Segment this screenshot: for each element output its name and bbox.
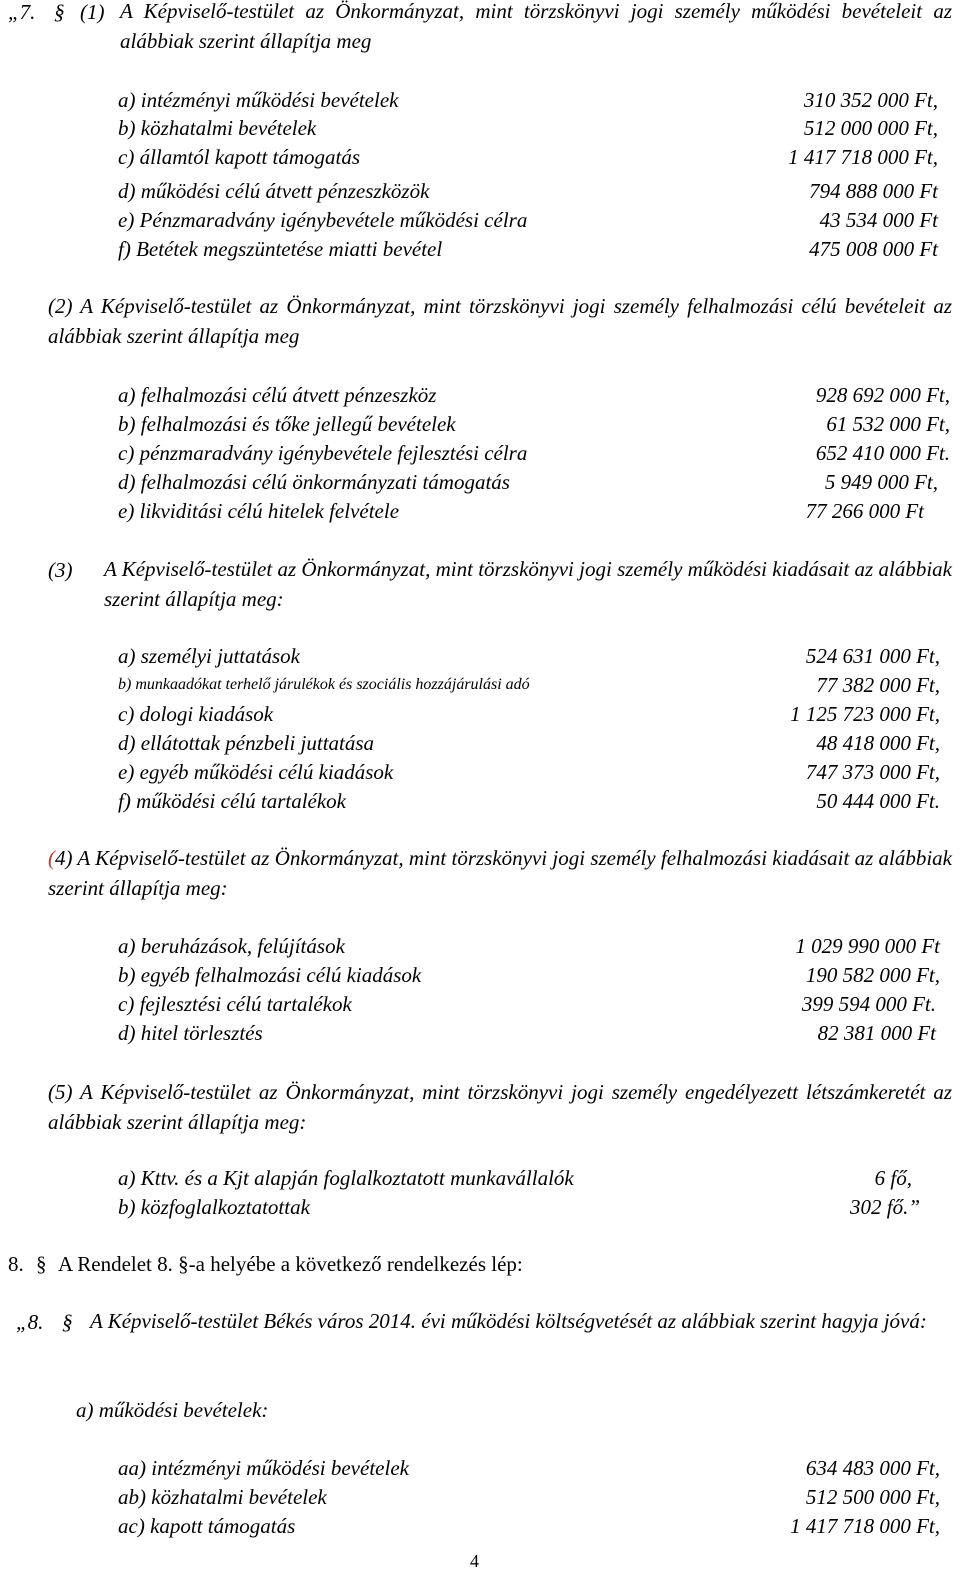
s1-item-f-amount: 475 008 000 Ft — [809, 237, 938, 261]
page-number: 4 — [470, 1551, 479, 1571]
new-section-8-sign: § — [62, 1310, 73, 1334]
subsection-4-open-paren: ( — [48, 846, 55, 870]
s3-item-d-amount: 48 418 000 Ft, — [816, 731, 940, 755]
s5-item-a-label: a) Kttv. és a Kjt alapján foglalkoztatott munkavállalók — [118, 1166, 574, 1190]
section-8-text-a: A Rendelet 8. — [58, 1252, 173, 1276]
s3-item-c-label: c) dologi kiadások — [118, 702, 274, 726]
s3-item-a-label: a) személyi juttatások — [118, 644, 300, 668]
section-8-number: 8. — [8, 1252, 24, 1276]
s8-item-ac-label: ac) kapott támogatás — [118, 1514, 296, 1538]
s3-item-e-amount: 747 373 000 Ft, — [805, 760, 940, 784]
new-section-8-text-span: A Képviselő-testület Békés város 2014. évi működési költségvetését az alábbiak szerint hagyja jóvá: — [90, 1309, 927, 1333]
s5-item-b-amount: 302 fő.” — [849, 1195, 920, 1219]
s4-item-b-amount: 190 582 000 Ft, — [805, 963, 940, 987]
s4-item-a-amount: 1 029 990 000 Ft — [795, 934, 940, 958]
s3-item-b-amount: 77 382 000 Ft, — [816, 673, 940, 697]
subsection-1-text: A Képviselő-testület az Önkormányzat, mint törzskönyvi jogi személy működési bevételeit az alábbiak szerint állapítja meg — [120, 0, 952, 53]
section-8-sign: § — [36, 1252, 47, 1276]
subsection-3-number: (3) — [48, 558, 73, 582]
s8-item-ab-label: ab) közhatalmi bevételek — [118, 1485, 327, 1509]
s1-item-b-label: b) közhatalmi bevételek — [118, 116, 317, 140]
s2-item-b-amount: 61 532 000 Ft, — [826, 412, 950, 436]
s8-item-ac-amount: 1 417 718 000 Ft, — [790, 1514, 940, 1538]
s1-item-a-label: a) intézményi működési bevételek — [118, 88, 399, 112]
s3-item-d-label: d) ellátottak pénzbeli juttatása — [118, 731, 375, 755]
subsection-3-text — [104, 554, 952, 614]
s4-item-c-amount: 399 594 000 Ft. — [801, 992, 936, 1016]
s3-item-f-label: f) működési célú tartalékok — [118, 789, 347, 813]
s2-item-e-amount: 77 266 000 Ft — [805, 499, 924, 523]
section-8-text — [58, 1254, 523, 1275]
subsection-1-number: (1) — [80, 0, 105, 24]
s1-item-f-label: f) Betétek megszüntetése miatti bevétel — [118, 237, 443, 261]
subsection-5-text — [48, 1077, 952, 1137]
s2-item-e-label: e) likviditási célú hitelek felvétele — [118, 499, 400, 523]
subsection-4-text — [48, 843, 952, 903]
new-section-8-text — [62, 1306, 952, 1336]
s1-item-e-amount: 43 534 000 Ft — [819, 208, 938, 232]
s5-item-b-label: b) közfoglalkoztatottak — [118, 1195, 310, 1219]
s1-item-d-amount: 794 888 000 Ft — [809, 179, 938, 203]
s3-item-b-label: b) munkaadókat terhelő járulékok és szociális hozzájárulási adó — [118, 676, 530, 693]
new-section-8-lead: „8. — [16, 1310, 44, 1334]
subsection-3-text-span: A Képviselő-testület az Önkormányzat, mint törzskönyvi jogi személy működési kiadásait az alábbiak szerint állapítja meg: — [104, 557, 952, 611]
s2-item-d-label: d) felhalmozási célú önkormányzati támogatás — [118, 470, 510, 494]
s1-item-b-amount: 512 000 000 Ft, — [803, 116, 938, 140]
s4-item-b-label: b) egyéb felhalmozási célú kiadások — [118, 963, 422, 987]
subsection-5-text-span: (5) A Képviselő-testület az Önkormányzat, mint törzskönyvi jogi személy engedélyezett létszámkeretét az alábbiak szerint állapítja meg: — [48, 1080, 952, 1134]
subsection-1-text-line1 — [120, 0, 952, 56]
s5-item-a-amount: 6 fő, — [874, 1166, 912, 1190]
section-8-text-b: -a helyébe a következő rendelkezés lép: — [188, 1252, 523, 1276]
subsection-2-text — [48, 291, 952, 351]
s1-item-d-label: d) működési célú átvett pénzeszközök — [118, 179, 430, 203]
s1-item-c-amount: 1 417 718 000 Ft, — [788, 145, 938, 169]
s2-item-b-label: b) felhalmozási és tőke jellegű bevételek — [118, 412, 456, 436]
s1-item-c-label: c) államtól kapott támogatás — [118, 145, 361, 169]
s2-item-d-amount: 5 949 000 Ft, — [824, 470, 938, 494]
section-8-sign-2: § — [178, 1252, 189, 1276]
s2-item-a-label: a) felhalmozási célú átvett pénzeszköz — [118, 383, 437, 407]
subsection-4-text-span: 4) A Képviselő-testület az Önkormányzat, mint törzskönyvi jogi személy felhalmozási kiadásait az alábbiak szerint állapítja meg: — [48, 846, 952, 900]
paragraph-sign-7: § — [54, 0, 65, 24]
s3-item-f-amount: 50 444 000 Ft. — [816, 789, 940, 813]
s2-item-c-label: c) pénzmaradvány igénybevétele fejlesztési célra — [118, 441, 528, 465]
s3-item-c-amount: 1 125 723 000 Ft, — [790, 702, 940, 726]
s3-item-e-label: e) egyéb működési célú kiadások — [118, 760, 394, 784]
s4-item-d-label: d) hitel törlesztés — [118, 1021, 263, 1045]
s8-item-ab-amount: 512 500 000 Ft, — [805, 1485, 940, 1509]
subsection-2-text-span: (2) A Képviselő-testület az Önkormányzat, mint törzskönyvi jogi személy felhalmozási célú bevételeit az alábbiak szerint állapítja meg — [48, 294, 952, 348]
s4-item-a-label: a) beruházások, felújítások — [118, 934, 345, 958]
s4-item-d-amount: 82 381 000 Ft — [817, 1021, 936, 1045]
s2-item-a-amount: 928 692 000 Ft, — [815, 383, 950, 407]
operating-revenues-heading: a) működési bevételek: — [76, 1398, 269, 1422]
s4-item-c-label: c) fejlesztési célú tartalékok — [118, 992, 352, 1016]
s1-item-e-label: e) Pénzmaradvány igénybevétele működési célra — [118, 208, 528, 232]
section-7-lead: „7. — [8, 0, 36, 24]
s8-item-aa-amount: 634 483 000 Ft, — [805, 1456, 940, 1480]
s8-item-aa-label: aa) intézményi működési bevételek — [118, 1456, 409, 1480]
s1-item-a-amount: 310 352 000 Ft, — [803, 88, 938, 112]
s2-item-c-amount: 652 410 000 Ft. — [815, 441, 950, 465]
s3-item-a-amount: 524 631 000 Ft, — [805, 644, 940, 668]
